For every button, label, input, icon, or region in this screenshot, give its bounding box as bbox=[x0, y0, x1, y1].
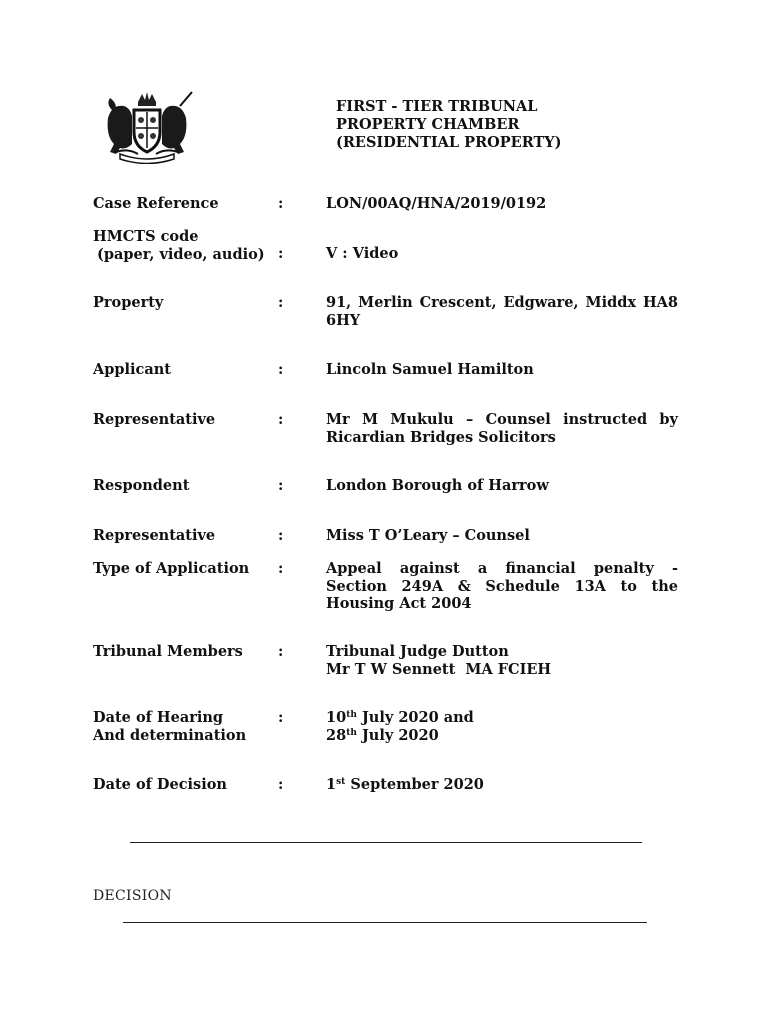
decision-heading: DECISION bbox=[93, 888, 172, 904]
date-of-decision-label: Date of Decision bbox=[93, 776, 227, 793]
type-of-application-label: Type of Application bbox=[93, 560, 250, 577]
separator: : bbox=[278, 560, 284, 577]
hearing-date-2-suffix: th bbox=[346, 727, 357, 738]
type-of-application-value: Appeal against a financial penalty - Section 249A & Schedule 13A to the Housing Act 2004 bbox=[326, 560, 678, 612]
hmcts-code-value: V : Video bbox=[326, 245, 399, 262]
separator: : bbox=[278, 776, 284, 793]
date-of-hearing-label bbox=[93, 709, 273, 744]
header-line-1: FIRST - TIER TRIBUNAL bbox=[336, 98, 538, 115]
date-of-decision-value bbox=[326, 776, 678, 794]
respondent-representative-value: Miss T O’Leary – Counsel bbox=[326, 527, 530, 544]
date-of-hearing-value bbox=[326, 709, 678, 744]
hmcts-code-label-line-2: (paper, video, audio) bbox=[97, 245, 265, 263]
applicant-value: Lincoln Samuel Hamilton bbox=[326, 361, 534, 378]
decision-date-day: 1 bbox=[326, 776, 337, 793]
property-label: Property bbox=[93, 294, 164, 311]
hearing-date-1-day: 10 bbox=[326, 709, 347, 726]
separator: : bbox=[278, 411, 284, 428]
respondent-label: Respondent bbox=[93, 477, 190, 494]
tribunal-members-label: Tribunal Members bbox=[93, 643, 243, 660]
hearing-date-1 bbox=[326, 709, 678, 727]
separator: : bbox=[278, 361, 284, 378]
tribunal-member-1: Tribunal Judge Dutton bbox=[326, 643, 509, 660]
top-divider bbox=[130, 842, 642, 843]
separator: : bbox=[278, 643, 284, 660]
bottom-divider bbox=[123, 922, 647, 923]
separator: : bbox=[278, 477, 284, 494]
decision-date-rest: September 2020 bbox=[345, 776, 484, 793]
tribunal-members-value bbox=[326, 643, 678, 678]
case-reference-label: Case Reference bbox=[93, 195, 219, 212]
royal-coat-of-arms-icon bbox=[98, 88, 196, 164]
tribunal-member-2: Mr T W Sennett MA FCIEH bbox=[326, 660, 552, 678]
date-of-hearing-label-line-1: Date of Hearing bbox=[93, 709, 224, 726]
applicant-representative-value: Mr M Mukulu – Counsel instructed by Ricardian Bridges Solicitors bbox=[326, 411, 678, 446]
hearing-date-2 bbox=[326, 727, 678, 745]
date-of-hearing-label-line-2: And determination bbox=[93, 726, 247, 744]
hmcts-code-label-line-1: HMCTS code bbox=[93, 228, 199, 245]
header-line-3: (RESIDENTIAL PROPERTY) bbox=[336, 134, 562, 151]
hearing-date-2-day: 28 bbox=[326, 726, 347, 744]
decision-date-suffix: st bbox=[336, 777, 346, 787]
case-reference-value: LON/00AQ/HNA/2019/0192 bbox=[326, 195, 547, 212]
hearing-date-1-rest: July 2020 and bbox=[356, 709, 474, 726]
separator: : bbox=[278, 245, 284, 262]
header-line-2: PROPERTY CHAMBER bbox=[336, 116, 520, 133]
separator: : bbox=[278, 294, 284, 311]
separator: : bbox=[278, 195, 284, 212]
applicant-label: Applicant bbox=[93, 361, 172, 378]
hearing-date-1-suffix: th bbox=[346, 710, 357, 720]
hmcts-code-label bbox=[93, 228, 273, 263]
property-value: 91, Merlin Crescent, Edgware, Middx HA8 6HY bbox=[326, 294, 678, 329]
separator: : bbox=[278, 527, 284, 544]
respondent-representative-label: Representative bbox=[93, 527, 216, 544]
separator: : bbox=[278, 709, 284, 726]
hearing-date-2-rest: July 2020 bbox=[356, 726, 439, 744]
respondent-value: London Borough of Harrow bbox=[326, 477, 549, 494]
applicant-representative-label: Representative bbox=[93, 411, 216, 428]
tribunal-header bbox=[336, 98, 562, 152]
